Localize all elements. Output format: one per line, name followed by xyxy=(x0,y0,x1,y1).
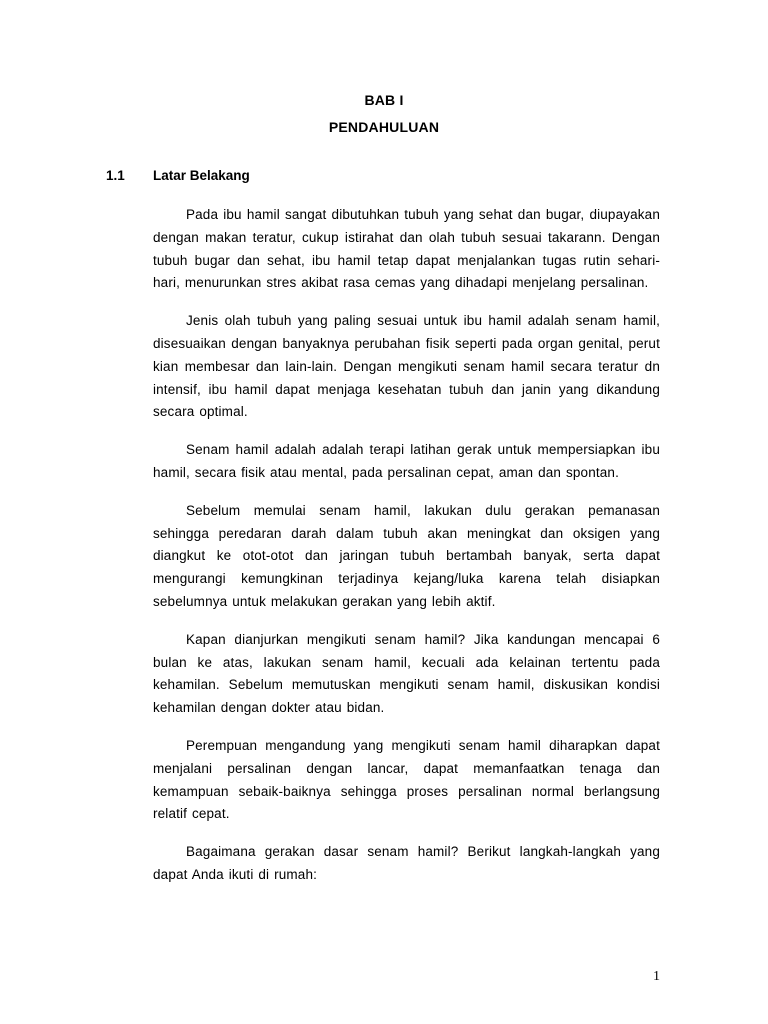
paragraph-2: Jenis olah tubuh yang paling sesuai untuk ibu hamil adalah senam hamil, disesuaikan dengan banyaknya perubahan fisik seperti pada organ genital, perut kian membesar dan lain-lain. Dengan mengikuti senam hamil secara teratur dn intensif, ibu hamil dapat menjaga kesehatan tubuh dan janin yang dikandung secara optimal. xyxy=(153,313,660,420)
section-number: 1.1 xyxy=(106,168,125,183)
section-heading xyxy=(106,168,250,183)
body-text xyxy=(153,204,660,902)
paragraph-7: Bagaimana gerakan dasar senam hamil? Berikut langkah-langkah yang dapat Anda ikuti di rumah: xyxy=(153,844,660,882)
section-title: Latar Belakang xyxy=(153,168,250,183)
paragraph-6: Perempuan mengandung yang mengikuti senam hamil diharapkan dapat menjalani persalinan dengan lancar, dapat memanfaatkan tenaga dan kemampuan sebaik-baiknya sehingga proses persalinan normal berlangsung relatif cepat. xyxy=(153,737,660,822)
paragraph-1: Pada ibu hamil sangat dibutuhkan tubuh yang sehat dan bugar, diupayakan dengan makan teratur, cukup istirahat dan olah tubuh sesuai takarann. Dengan tubuh bugar dan sehat, ibu hamil tetap dapat menjalankan tugas rutin sehari-hari, menurunkan stres akibat rasa cemas yang dihadapi menjelang persalinan. xyxy=(153,207,660,291)
paragraph-3: Senam hamil adalah adalah terapi latihan gerak untuk mempersiapkan ibu hamil, secara fisik atau mental, pada persalinan cepat, aman dan spontan. xyxy=(153,442,660,480)
paragraph-5: Kapan dianjurkan mengikuti senam hamil? Jika kandungan mencapai 6 bulan ke atas, lakukan senam hamil, kecuali ada kelainan tertentu pada kehamilan. Sebelum memutuskan mengikuti senam hamil, diskusikan kondisi kehamilan dengan dokter atau bidan. xyxy=(153,631,660,716)
page-number: 1 xyxy=(653,969,660,984)
chapter-label: BAB I xyxy=(364,92,404,108)
paragraph-4: Sebelum memulai senam hamil, lakukan dulu gerakan pemanasan sehingga peredaran darah dalam tubuh akan meningkat dan oksigen yang diangkut ke otot-otot dan jaringan tubuh bertambah banyak, serta dapat mengurangi kemungkinan terjadinya kejang/luka karena telah disiapkan sebelumnya untuk melakukan gerakan yang lebih aktif. xyxy=(153,502,660,609)
chapter-title: PENDAHULUAN xyxy=(328,119,440,135)
